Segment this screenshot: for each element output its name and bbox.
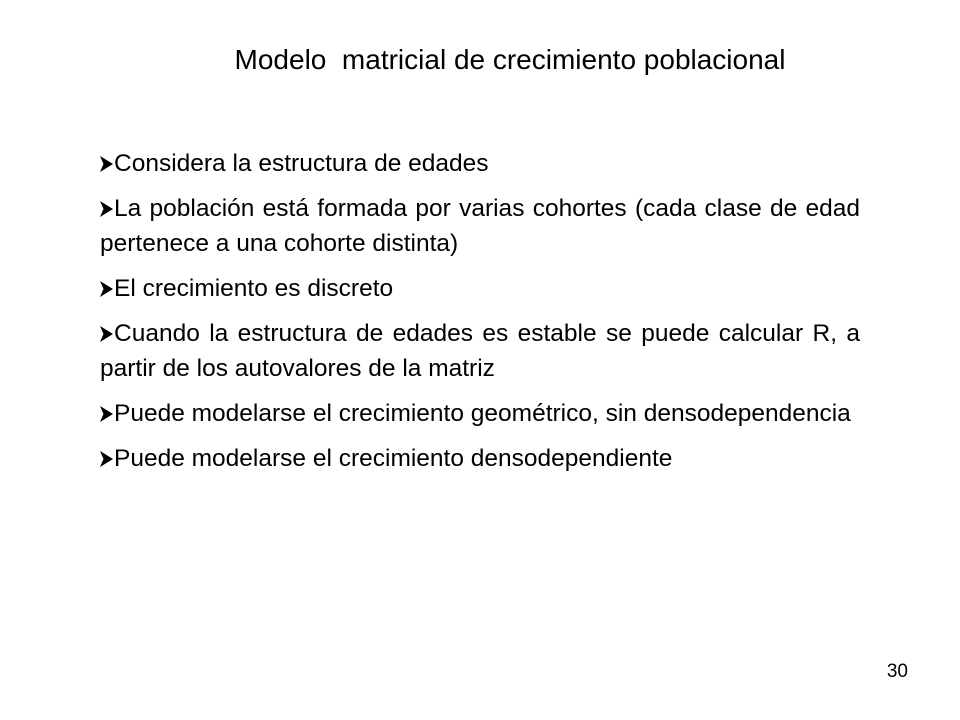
bullet-text: Considera la estructura de edades (114, 150, 489, 177)
bullet-item (100, 316, 860, 386)
bullet-item (100, 271, 860, 306)
bullet-text: Puede modelarse el crecimiento densodependiente (114, 445, 673, 472)
page-number: 30 (886, 661, 908, 682)
arrow-bullet-icon (100, 281, 113, 297)
bullet-item (100, 396, 860, 431)
bullet-text: La población está formada por varias cohortes (cada clase de edad pertenece a una cohorte distinta) (100, 195, 860, 257)
bullet-text: Cuando la estructura de edades es estable se puede calcular R, a partir de los autovalores de la matriz (100, 320, 860, 382)
slide-title: Modelo matricial de crecimiento poblacional (234, 44, 786, 75)
bullet-item (100, 441, 860, 476)
arrow-bullet-icon (100, 326, 113, 342)
arrow-bullet-icon (100, 201, 113, 217)
arrow-bullet-icon (100, 156, 113, 172)
bullet-item (100, 191, 860, 261)
arrow-bullet-icon (100, 406, 113, 422)
bullet-item (100, 146, 860, 181)
bullet-text: Puede modelarse el crecimiento geométrico, sin densodependencia (114, 400, 851, 427)
bullet-list (100, 146, 860, 486)
arrow-bullet-icon (100, 451, 113, 467)
bullet-text: El crecimiento es discreto (114, 275, 394, 302)
